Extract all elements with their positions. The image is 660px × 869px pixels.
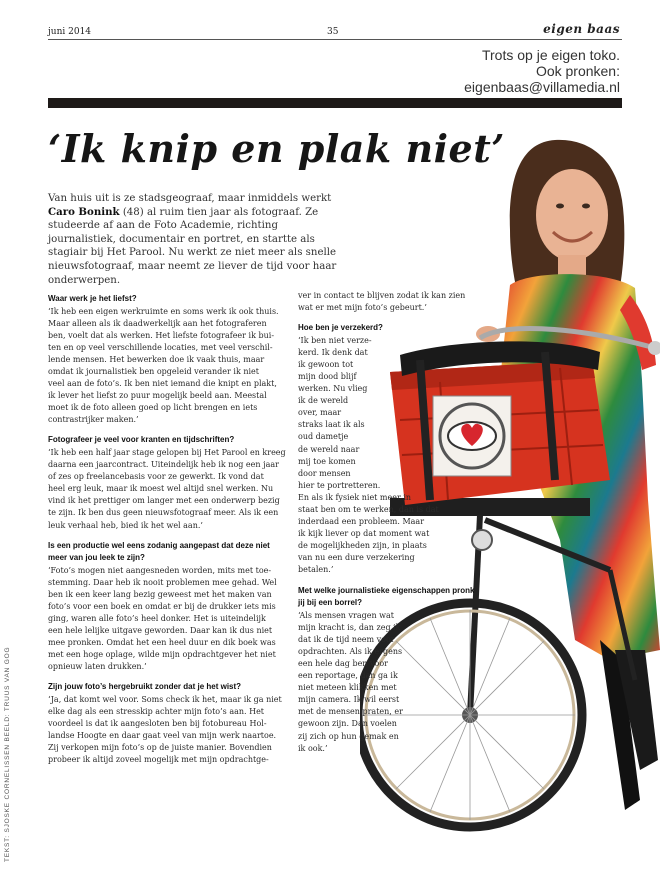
photo-credit: TEKST: SJOSKE CORNELISSEN BEELD: TRUUS VAN GOG: [4, 646, 11, 862]
answer-line: of zes op freelancebasis voor ze gewerkt. Ik vond dat: [48, 472, 264, 482]
question-heading: Hoe ben je verzekerd?: [298, 323, 383, 333]
answer-line: gewoon zijn. Dan voelen: [298, 719, 397, 729]
answer-line: mijn kracht is, dan zeg ik: [298, 622, 401, 632]
face: [536, 169, 608, 261]
answer-line: leuk verhaal heb, bied ik het wel aan.’: [48, 520, 203, 530]
answer-line: zij zich op hun gemak en: [298, 731, 399, 741]
answer-line: omdat ik journalistiek ben opgeleid verander ik niet: [48, 366, 260, 376]
answer-line: En als ik fysiek niet meer in: [298, 492, 412, 502]
question-heading: Waar werk je het liefst?: [48, 294, 137, 303]
answer-line: ‘Ik heb een eigen werkruimte en soms werk ik ook thuis.: [48, 306, 279, 316]
answer-line: met de mensen praten, er: [298, 707, 403, 717]
answer-line: ‘Foto’s mogen niet aangesneden worden, mits met toe-: [48, 565, 272, 575]
answer-line: mee pronken. Omdat het een heel duur en dik boek was: [48, 638, 276, 648]
answer-line: ten en op veel verschillende locaties, met veel verschil-: [48, 342, 273, 352]
question-heading: Is een productie wel eens zodanig aangepast dat deze niet meer van jou leek te zijn?: [48, 540, 270, 563]
answer-line: heel erg leuk, maar ik moest wel altijd snel werken. Nu: [48, 484, 274, 494]
answer-line: ik de wereld: [298, 396, 349, 406]
answer-line: inderdaad een probleem. Maar: [298, 517, 425, 527]
answer-line: daarna een jaarcontract. Uiteindelijk heb ik nog een jaar: [48, 460, 279, 470]
promo-email-link[interactable]: eigenbaas@villamedia.nl: [464, 79, 620, 95]
article-headline: ‘Ik knip en plak niet’: [48, 126, 505, 171]
answer-line: oud dametje: [298, 432, 349, 442]
answer-line: mij toe komen: [298, 456, 356, 466]
subject-name: Caro Bonink: [48, 205, 120, 218]
answer-line: ik ook.’: [298, 743, 328, 753]
question-heading: Zijn jouw foto’s hergebruikt zonder dat je het wist?: [48, 682, 242, 692]
answer-line: een reportage, dan ga ik: [298, 671, 398, 681]
answer-line: een hele dag ben voor: [298, 658, 388, 668]
answer-line: landse Hoogte en daar gaat veel van mijn werk naartoe.: [48, 731, 277, 741]
answer-line: mijn camera. Ik wil eerst: [298, 695, 400, 705]
answer-line: kerd. Ik denk dat: [298, 347, 368, 357]
answer-line: ‘Ik heb een half jaar stage gelopen bij Het Parool en kreeg: [48, 447, 286, 457]
answer-line: vind ik het prettiger om langer met een onderwerp bezig: [48, 496, 280, 506]
promo-line: Trots op je eigen toko.: [481, 47, 620, 63]
issue-date: juni 2014: [48, 27, 92, 37]
answer-line: straks laat ik als: [298, 420, 365, 430]
answer-line: ver in contact te blijven zodat ik kan zien: [298, 291, 466, 300]
answer-line: de wereld naar: [298, 444, 360, 454]
answer-line: door mensen: [298, 468, 351, 478]
header-rule: [48, 39, 622, 40]
answer-line: ging, waren alle foto’s heel donker. Het is uiteindelijk: [48, 613, 266, 623]
answer-line: lende mensen. Het bewerken doe ik vaak thuis, maar: [48, 354, 265, 364]
answer-line: niet meteen klikken met: [298, 683, 397, 693]
answer-line: de mogelijkheden zijn, in plaats: [298, 541, 427, 551]
intro-text: (48) al ruim tien jaar als fotograaf. Ze studeerde af aan de Foto Academie, richting journalistiek, documentair en portret, en startte als stagiair bij Het Parool. Nu werkt ze niet meer als snelle nieuwsfotograaf, maar neemt ze liever de tijd voor haar onderwerpen.: [48, 206, 337, 286]
column-left: [48, 293, 288, 767]
answer-line: ben, voelt dat als werken. Het liefste fotografeer ik bui-: [48, 330, 275, 340]
answer-line: mijn dood blijf: [298, 371, 357, 381]
answer-line: met een hoge oplage, wilde mijn opdrachtgever het niet: [48, 650, 276, 660]
answer-line: ‘Als mensen vragen wat: [298, 610, 394, 620]
promo-box: [464, 47, 620, 95]
answer-line: opnieuw laten drukken.’: [48, 662, 147, 672]
answer-line: stemming. Daar heb ik nooit problemen mee gehad. Wel: [48, 577, 277, 587]
answer-line: werken. Nu vlieg: [298, 384, 368, 394]
answer-line: Zij verkopen mijn foto’s op de juiste manier. Bovendien: [48, 743, 272, 753]
answer-line: opdrachten. Als ik ergens: [298, 646, 403, 656]
question-heading: Met welke journalistieke eigenschappen pronk jij bij een borrel?: [298, 585, 475, 608]
answer-line: ‘Ik ben niet verze-: [298, 335, 372, 345]
answer-line: elke dag als een stresskip achter mijn foto’s aan. Het: [48, 707, 265, 717]
answer-line: ik lever het liefst zo puur mogelijk beeld aan. Meestal: [48, 391, 267, 401]
section-bar: [48, 98, 622, 108]
answer-line: een hele lelijke uitgave geworden. Daar kan ik dus niet: [48, 626, 273, 636]
answer-line: hier te portretteren.: [298, 480, 381, 490]
answer-line: ‘Ja, dat komt wel voor. Soms check ik het, maar ik ga niet: [48, 694, 282, 704]
page-number: 35: [327, 27, 339, 37]
answer-line: van nu een dure verzekering: [298, 553, 415, 563]
answer-line: ik gewoon tot: [298, 359, 354, 369]
promo-line: Ook pronken:: [535, 63, 620, 79]
answer-line: voordeel is dat ik aangesloten ben bij fotobureau Hol-: [48, 719, 267, 729]
answer-line: probeer ik altijd zoveel mogelijk met mijn opdrachtge-: [48, 755, 269, 765]
answer-line: foto’s voor een boek en omdat er bij de drukker iets mis: [48, 601, 276, 611]
answer-line: Maar alleen als ik daadwerkelijk aan het fotograferen: [48, 318, 267, 328]
column-right: [298, 290, 478, 755]
answer-line: contrastrijker maken.’: [48, 415, 139, 425]
section-brand: eigen baas: [543, 22, 620, 36]
question-heading: Fotografeer je veel voor kranten en tijdschriften?: [48, 435, 235, 445]
answer-line: moet ik de foto alleen goed op licht brengen en iets: [48, 403, 258, 413]
answer-line: ik kijk liever op dat moment wat: [298, 529, 430, 539]
intro-text: Van huis uit is ze stadsgeograaf, maar inmiddels werkt: [48, 193, 332, 204]
answer-line: te zijn. Ik ben dus geen nieuwsfotograaf meer. Als ik een: [48, 508, 279, 518]
article-intro: [48, 192, 348, 287]
answer-line: staat ben om te werken, dan is dat: [298, 505, 439, 514]
answer-line: dat ik de tijd neem voor: [298, 634, 395, 644]
answer-line: over, maar: [298, 408, 342, 418]
answer-line: betalen.’: [298, 565, 334, 575]
answer-line: wat er met mijn foto’s gebeurt.’: [298, 303, 427, 313]
answer-line: ben ik een keer lang bezig geweest met het maken van: [48, 589, 272, 599]
answer-line: veel aan de foto’s. Ik ben niet iemand die knipt en plakt,: [48, 379, 277, 389]
